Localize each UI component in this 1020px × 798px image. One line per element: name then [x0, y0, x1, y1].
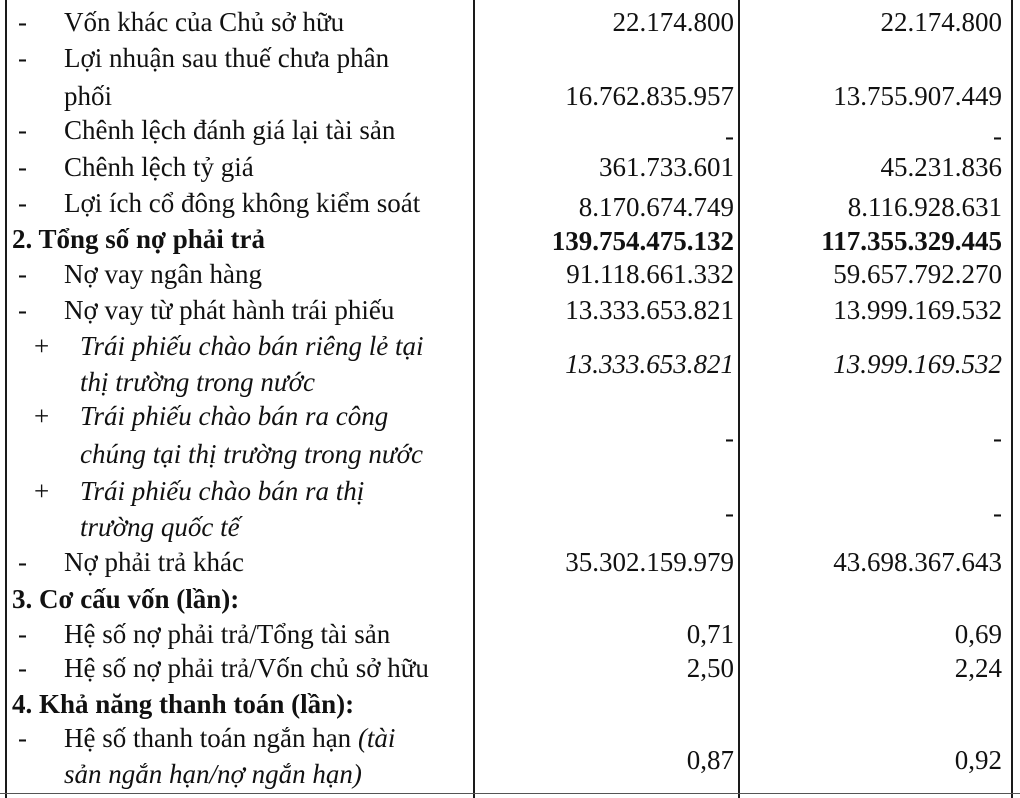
row-label: Vốn khác của Chủ sở hữu	[64, 7, 345, 37]
row-label: Trái phiếu chào bán riêng lẻ tại	[80, 331, 424, 361]
value-current: 13.333.653.821	[565, 349, 734, 379]
row-marker: -	[18, 295, 27, 325]
value-current: -	[725, 423, 734, 453]
value-current: 0,71	[686, 619, 734, 649]
row-label-cont: thị trường trong nước	[80, 367, 316, 397]
row-marker: +	[34, 476, 50, 506]
row-marker: -	[18, 723, 27, 753]
value-previous: -	[993, 423, 1002, 453]
value-current: 91.118.661.332	[566, 259, 734, 289]
row-label: Lợi ích cổ đông không kiểm soát	[64, 188, 421, 218]
row-label: Chênh lệch đánh giá lại tài sản	[64, 115, 396, 145]
row-label: Nợ phải trả khác	[64, 547, 244, 577]
row-marker: +	[34, 401, 50, 431]
section-heading: 2. Tổng số nợ phải trả	[12, 224, 266, 254]
table-border-right	[1011, 0, 1013, 798]
value-current: -	[725, 121, 734, 151]
row-marker: -	[18, 115, 27, 145]
value-current: 13.333.653.821	[565, 295, 734, 325]
row-label: Nợ vay ngân hàng	[64, 259, 262, 289]
value-previous: 0,69	[954, 619, 1002, 649]
value-previous: 117.355.329.445	[821, 226, 1002, 256]
row-label-text: Hệ số thanh toán ngắn hạn	[64, 723, 358, 753]
row-marker: -	[18, 152, 27, 182]
row-marker: -	[18, 7, 27, 37]
value-previous: 45.231.836	[880, 152, 1002, 182]
value-previous: 43.698.367.643	[833, 547, 1002, 577]
value-current: 0,87	[686, 745, 734, 775]
value-current: 22.174.800	[612, 7, 734, 37]
column-divider-2	[738, 0, 740, 798]
row-marker: -	[18, 43, 27, 73]
value-current: 139.754.475.132	[551, 226, 734, 256]
row-label-cont: trường quốc tế	[80, 512, 240, 542]
row-label: Nợ vay từ phát hành trái phiếu	[64, 295, 395, 325]
value-previous: 13.755.907.449	[833, 81, 1002, 111]
value-previous: 2,24	[954, 653, 1002, 683]
table-bottom-rule	[0, 793, 1020, 794]
row-label-cont: chúng tại thị trường trong nước	[80, 439, 424, 469]
section-heading: 3. Cơ cấu vốn (lần):	[12, 584, 240, 614]
table-border-left	[5, 0, 7, 798]
value-current: 361.733.601	[599, 152, 734, 182]
row-marker: -	[18, 547, 27, 577]
row-label: Chênh lệch tỷ giá	[64, 152, 254, 182]
row-marker: -	[18, 619, 27, 649]
row-label: Hệ số nợ phải trả/Vốn chủ sở hữu	[64, 653, 429, 683]
value-previous: 13.999.169.532	[833, 295, 1002, 325]
value-current: -	[725, 498, 734, 528]
row-label-cont: sản ngắn hạn/nợ ngắn hạn)	[64, 759, 362, 789]
value-previous: 13.999.169.532	[833, 349, 1002, 379]
row-marker: -	[18, 653, 27, 683]
row-label-italic: (tài	[357, 723, 396, 753]
value-previous: -	[993, 121, 1002, 151]
row-label: Hệ số nợ phải trả/Tổng tài sản	[64, 619, 391, 649]
row-marker: +	[34, 331, 50, 361]
value-previous: 0,92	[954, 745, 1002, 775]
row-marker: -	[18, 188, 27, 218]
value-previous: 59.657.792.270	[833, 259, 1002, 289]
value-current: 8.170.674.749	[578, 192, 734, 222]
value-previous: 8.116.928.631	[847, 192, 1002, 222]
row-label: Lợi nhuận sau thuế chưa phân	[64, 43, 390, 73]
value-previous: 22.174.800	[880, 7, 1002, 37]
row-marker: -	[18, 259, 27, 289]
row-label: Trái phiếu chào bán ra thị	[80, 476, 365, 506]
value-current: 16.762.835.957	[565, 81, 734, 111]
value-current: 2,50	[686, 653, 734, 683]
row-label: Trái phiếu chào bán ra công	[80, 401, 389, 431]
column-divider-1	[473, 0, 475, 798]
value-current: 35.302.159.979	[565, 547, 734, 577]
section-heading: 4. Khả năng thanh toán (lần):	[12, 689, 355, 719]
value-previous: -	[993, 498, 1002, 528]
row-label-cont: phối	[64, 81, 113, 111]
row-label	[64, 722, 395, 754]
